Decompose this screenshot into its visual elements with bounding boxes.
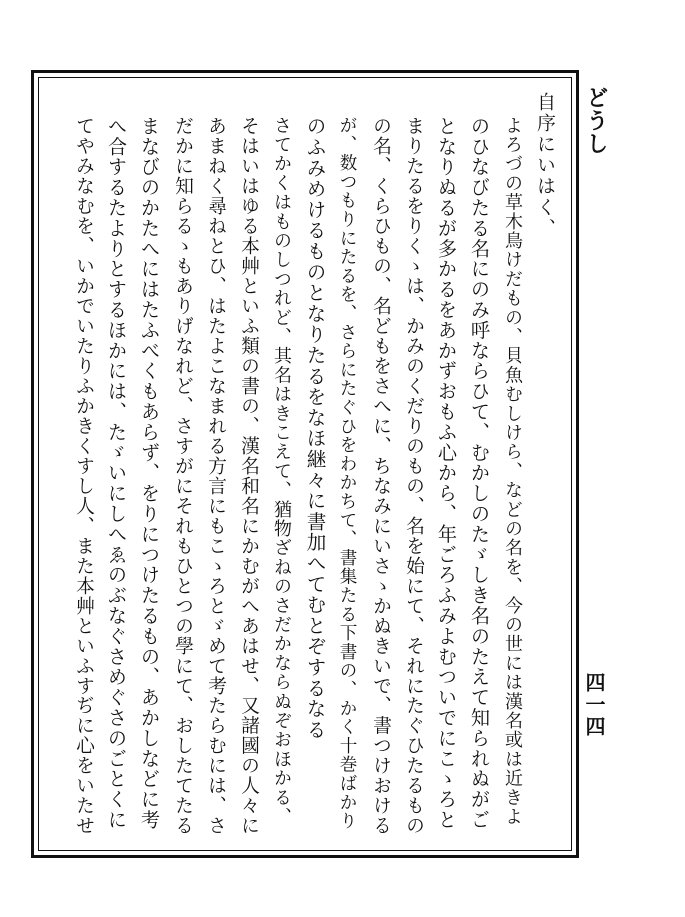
text-column: の名、くらひもの、名どもをさへに、ちなみにいさゝかぬきいで、書つけおける	[370, 116, 391, 836]
text-column: さてかくはものしつれど、其名はきこえて、猶物ざねのさだかならぬぞおほかる、	[271, 116, 292, 827]
text-column: あまねく尋ねとひ、はたよこなまれる方言にもこゝろとゞめて考たらむには、さ	[205, 116, 226, 836]
running-headword: どうし	[583, 86, 609, 155]
section-heading: 自序にいはく、	[534, 92, 556, 239]
text-column: が、数つもりにたるを、さらにたぐひをわかちて、書集たる下書の、かく十巻ばかり	[337, 116, 357, 831]
text-column: てやみなむを、いかでいたりふかきくすし人、また本艸といふすぢに心をいたせ	[73, 116, 94, 836]
text-column: のふみめけるものとなりたるをなほ継々に書加へてむとぞするなる	[303, 116, 326, 740]
text-column: よろづの草木鳥けだもの、貝魚むしけら、などの名を、今の世には漢名或は近きよ	[502, 116, 523, 827]
text-column: そはいはゆる本艸といふ類の書の、漢名和名にかむがへあはせ、又諸國の人々に	[238, 116, 259, 836]
page-number: 四一四	[582, 672, 606, 738]
text-column: となりぬるが多かるをあかずおもふ心から、年ごろふみよむついでにこゝろと	[435, 116, 458, 830]
text-column: まなびのかたへにはたふべくもあらず、をりにつけたるもの、あかしなどに考	[138, 116, 161, 830]
text-column: のひなびたる名にのみ呼ならひて、むかしのたゞしき名のたえて知られぬがご	[468, 116, 491, 830]
text-column: だかに知らるゝもありげなれど、さすがにそれもひとつの學にて、おしたてたる	[172, 116, 193, 836]
text-column: へ合するたよりとするほかには、たゞいにしへゑのぶなぐさめぐさのごとくに	[105, 116, 128, 830]
text-column: まりたるをりくゝは、かみのくだりのもの、名を始にて、それにたぐひたるもの	[403, 116, 424, 836]
